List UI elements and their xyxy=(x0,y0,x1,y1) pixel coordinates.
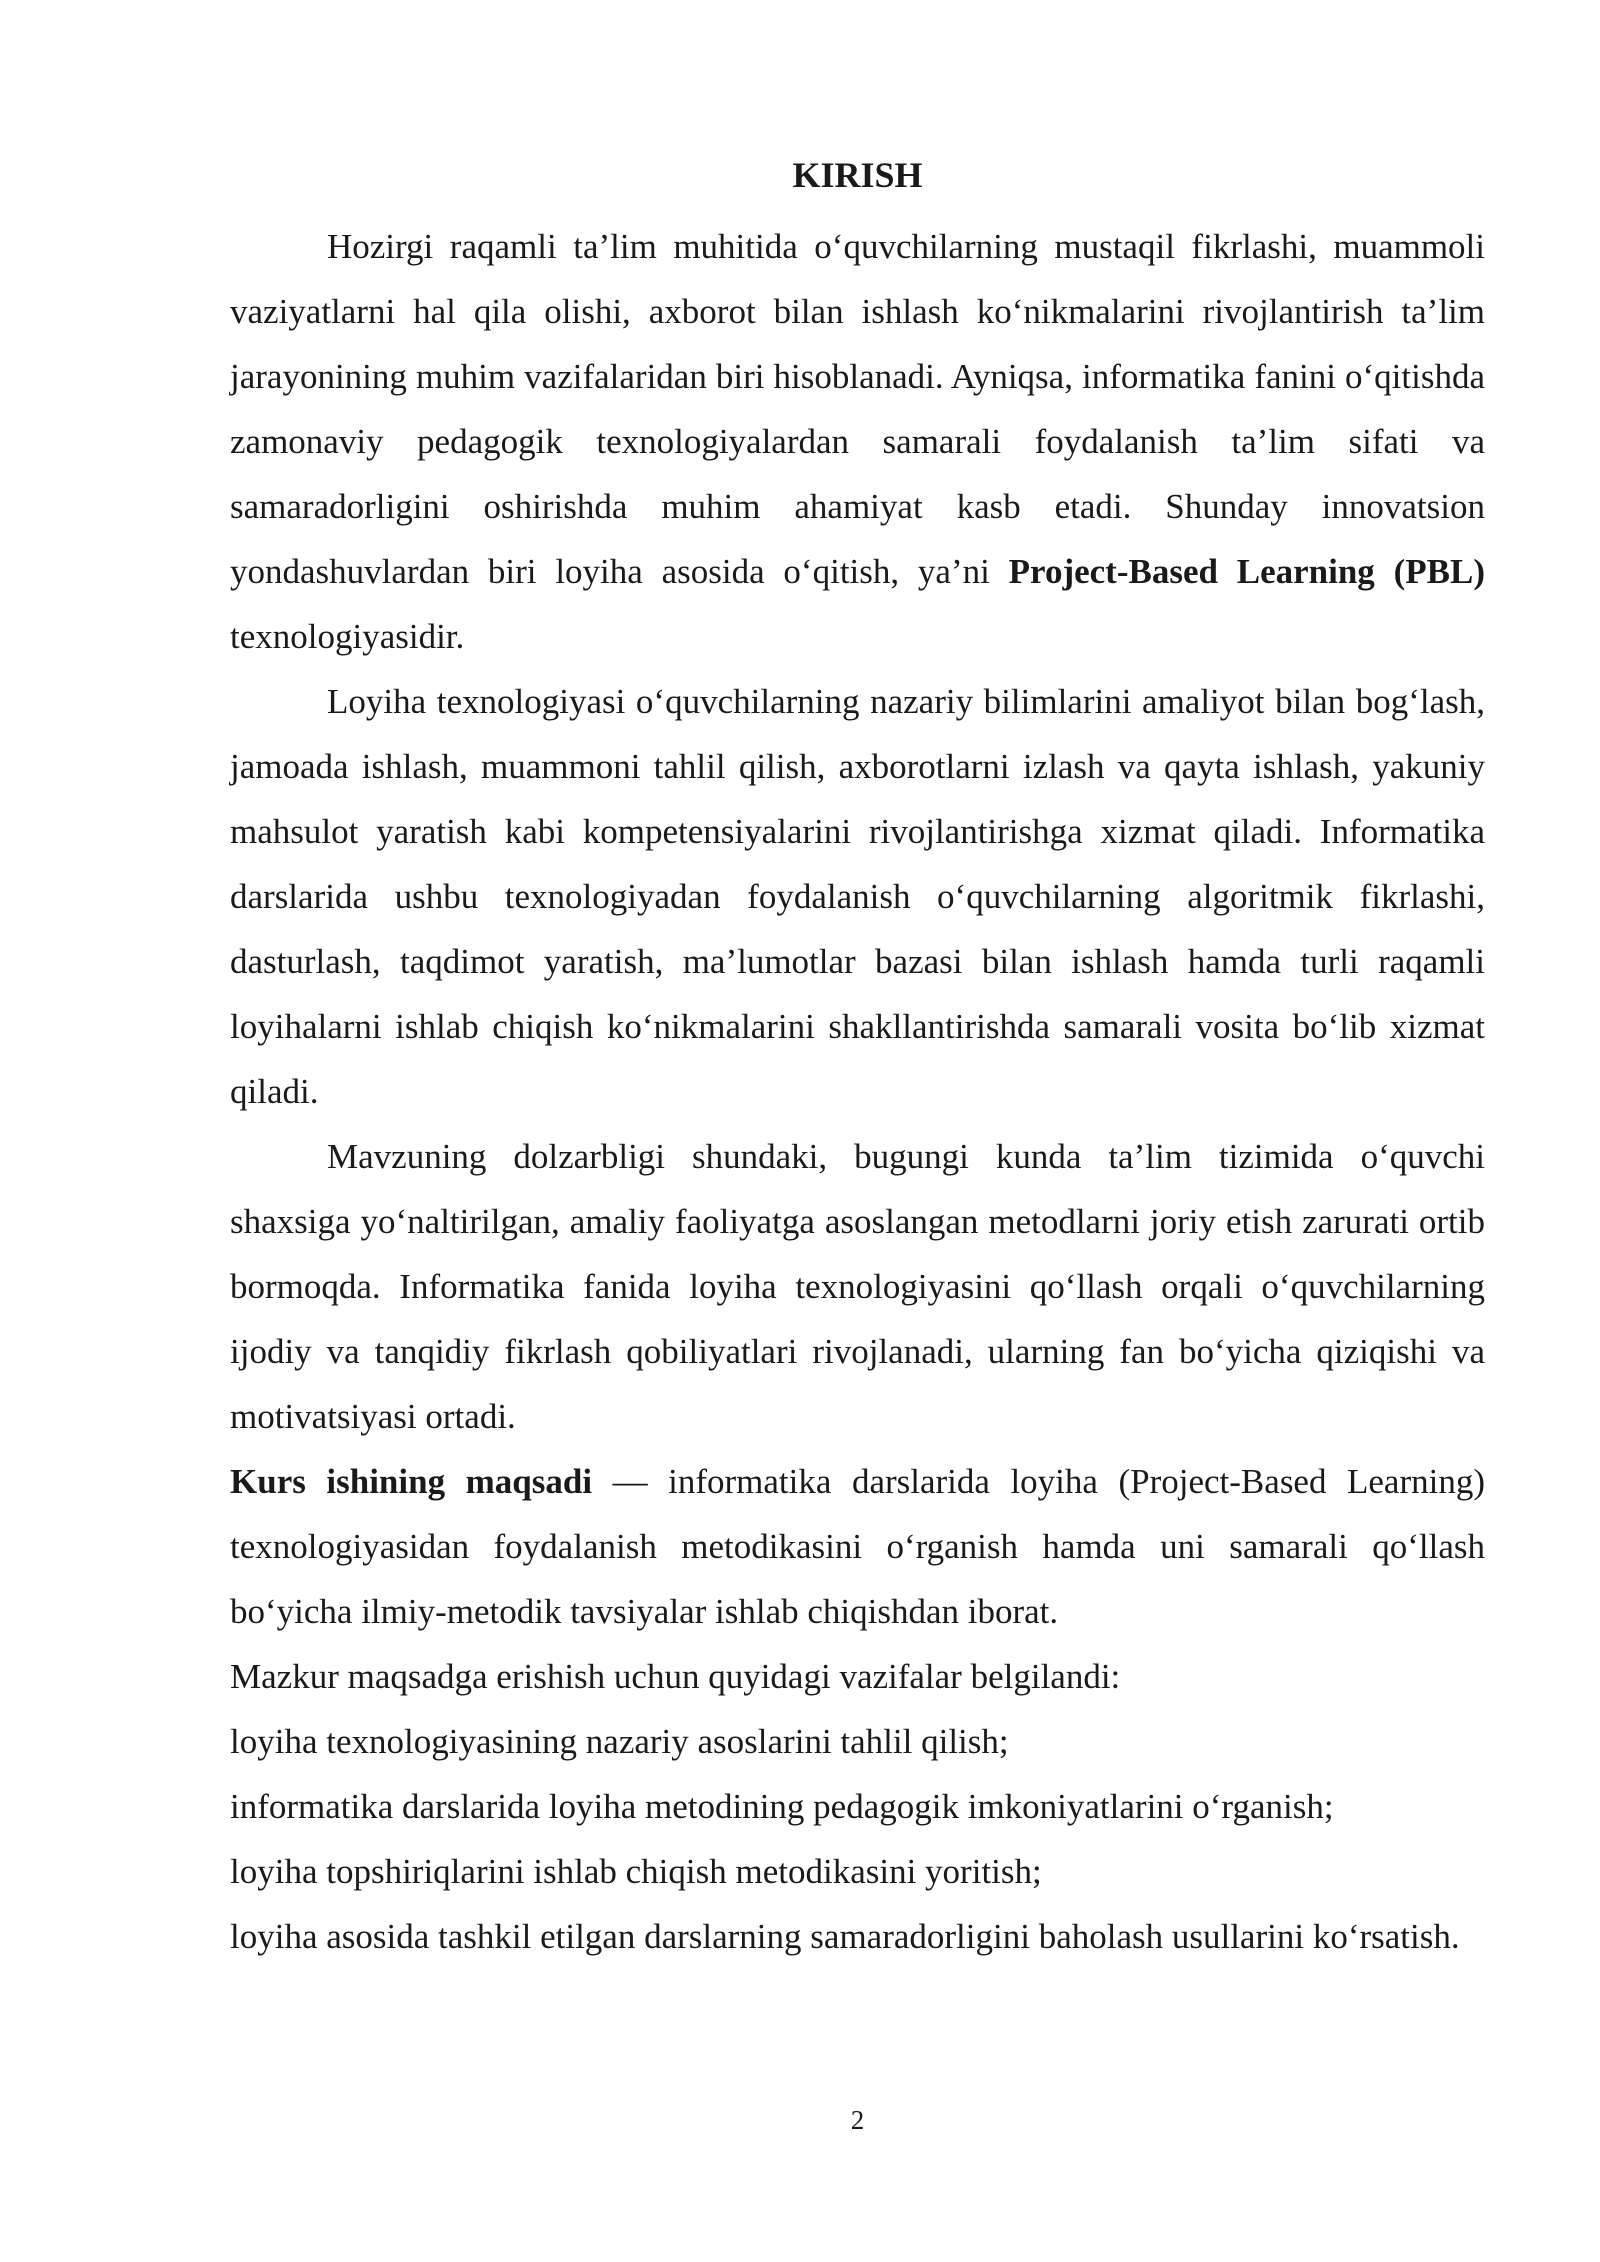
paragraph-intro-text-b: texnologiyasidir. xyxy=(230,617,465,656)
task-item: informatika darslarida loyiha metodining pedagogik imkoniyatlarini o‘rganish; xyxy=(230,1787,1334,1826)
task-item: loyiha texnologiyasining nazariy asoslarini tahlil qilish; xyxy=(230,1722,1009,1761)
paragraph-intro-bold-term: Project-Based Learning (PBL) xyxy=(1008,552,1485,591)
paragraph-project-technology: Loyiha texnologiyasi o‘quvchilarning nazariy bilimlarini amaliyot bilan bog‘lash, jamoada ishlash, muammoni tahlil qilish, axborotlarni izlash va qayta ishlash, yakuniy mahsulot yaratish kabi kompetensiyalarini rivojlantirishga xizmat qiladi. Informatika darslarida ushbu texnologiyadan foydalanish o‘quvchilarning algoritmik fikrlashi, dasturlash, taqdimot yaratish, ma’lumotlar bazasi bilan ishlash hamda turli raqamli loyihalarni ishlab chiqish ko‘nikmalarini shakllantirishda samarali vosita bo‘lib xizmat qiladi. xyxy=(230,682,1485,1111)
paragraph-intro-text-a: Hozirgi raqamli ta’lim muhitida o‘quvchilarning mustaqil fikrlashi, muammoli vaziyatlarni hal qila olishi, axborot bilan ishlash ko‘nikmalarini rivojlantirish ta’lim jarayonining muhim vazifalaridan biri hisoblanadi. Ayniqsa, informatika fanini o‘qitishda zamonaviy pedagogik texnologiyalardan samarali foydalanish ta’lim sifati va samaradorligini oshirishda muhim ahamiyat kasb etadi. Shunday innovatsion yondashuvlardan biri loyiha asosida o‘qitish, ya’ni xyxy=(230,227,1485,591)
paragraph-goal xyxy=(230,1449,1485,1644)
section-heading: KIRISH xyxy=(792,155,923,195)
paragraph-goal-bold-label: Kurs ishining maqsadi xyxy=(230,1462,593,1501)
paragraph-goal-text: — informatika darslarida loyiha (Project-Based Learning) texnologiyasidan foydalanish metodikasini o‘rganish hamda uni samarali qo‘llash bo‘yicha ilmiy-metodik tavsiyalar ishlab chiqishdan iborat. xyxy=(230,1462,1485,1631)
task-item: loyiha topshiriqlarini ishlab chiqish metodikasini yoritish; xyxy=(230,1852,1042,1891)
task-item: loyiha asosida tashkil etilgan darslarning samaradorligini baholash usullarini ko‘rsatish. xyxy=(230,1917,1460,1956)
paragraph-tasks-intro: Mazkur maqsadga erishish uchun quyidagi vazifalar belgilandi: xyxy=(230,1657,1121,1696)
paragraph-relevance: Mavzuning dolzarbligi shundaki, bugungi kunda ta’lim tizimida o‘quvchi shaxsiga yo‘naltirilgan, amaliy faoliyatga asoslangan metodlarni joriy etish zarurati ortib bormoqda. Informatika fanida loyiha texnologiyasini qo‘llash orqali o‘quvchilarning ijodiy va tanqidiy fikrlash qobiliyatlari rivojlanadi, ularning fan bo‘yicha qiziqishi va motivatsiyasi ortadi. xyxy=(230,1137,1485,1436)
page-number: 2 xyxy=(850,2105,865,2135)
paragraph-intro xyxy=(230,214,1485,669)
document-page xyxy=(230,150,1485,1969)
